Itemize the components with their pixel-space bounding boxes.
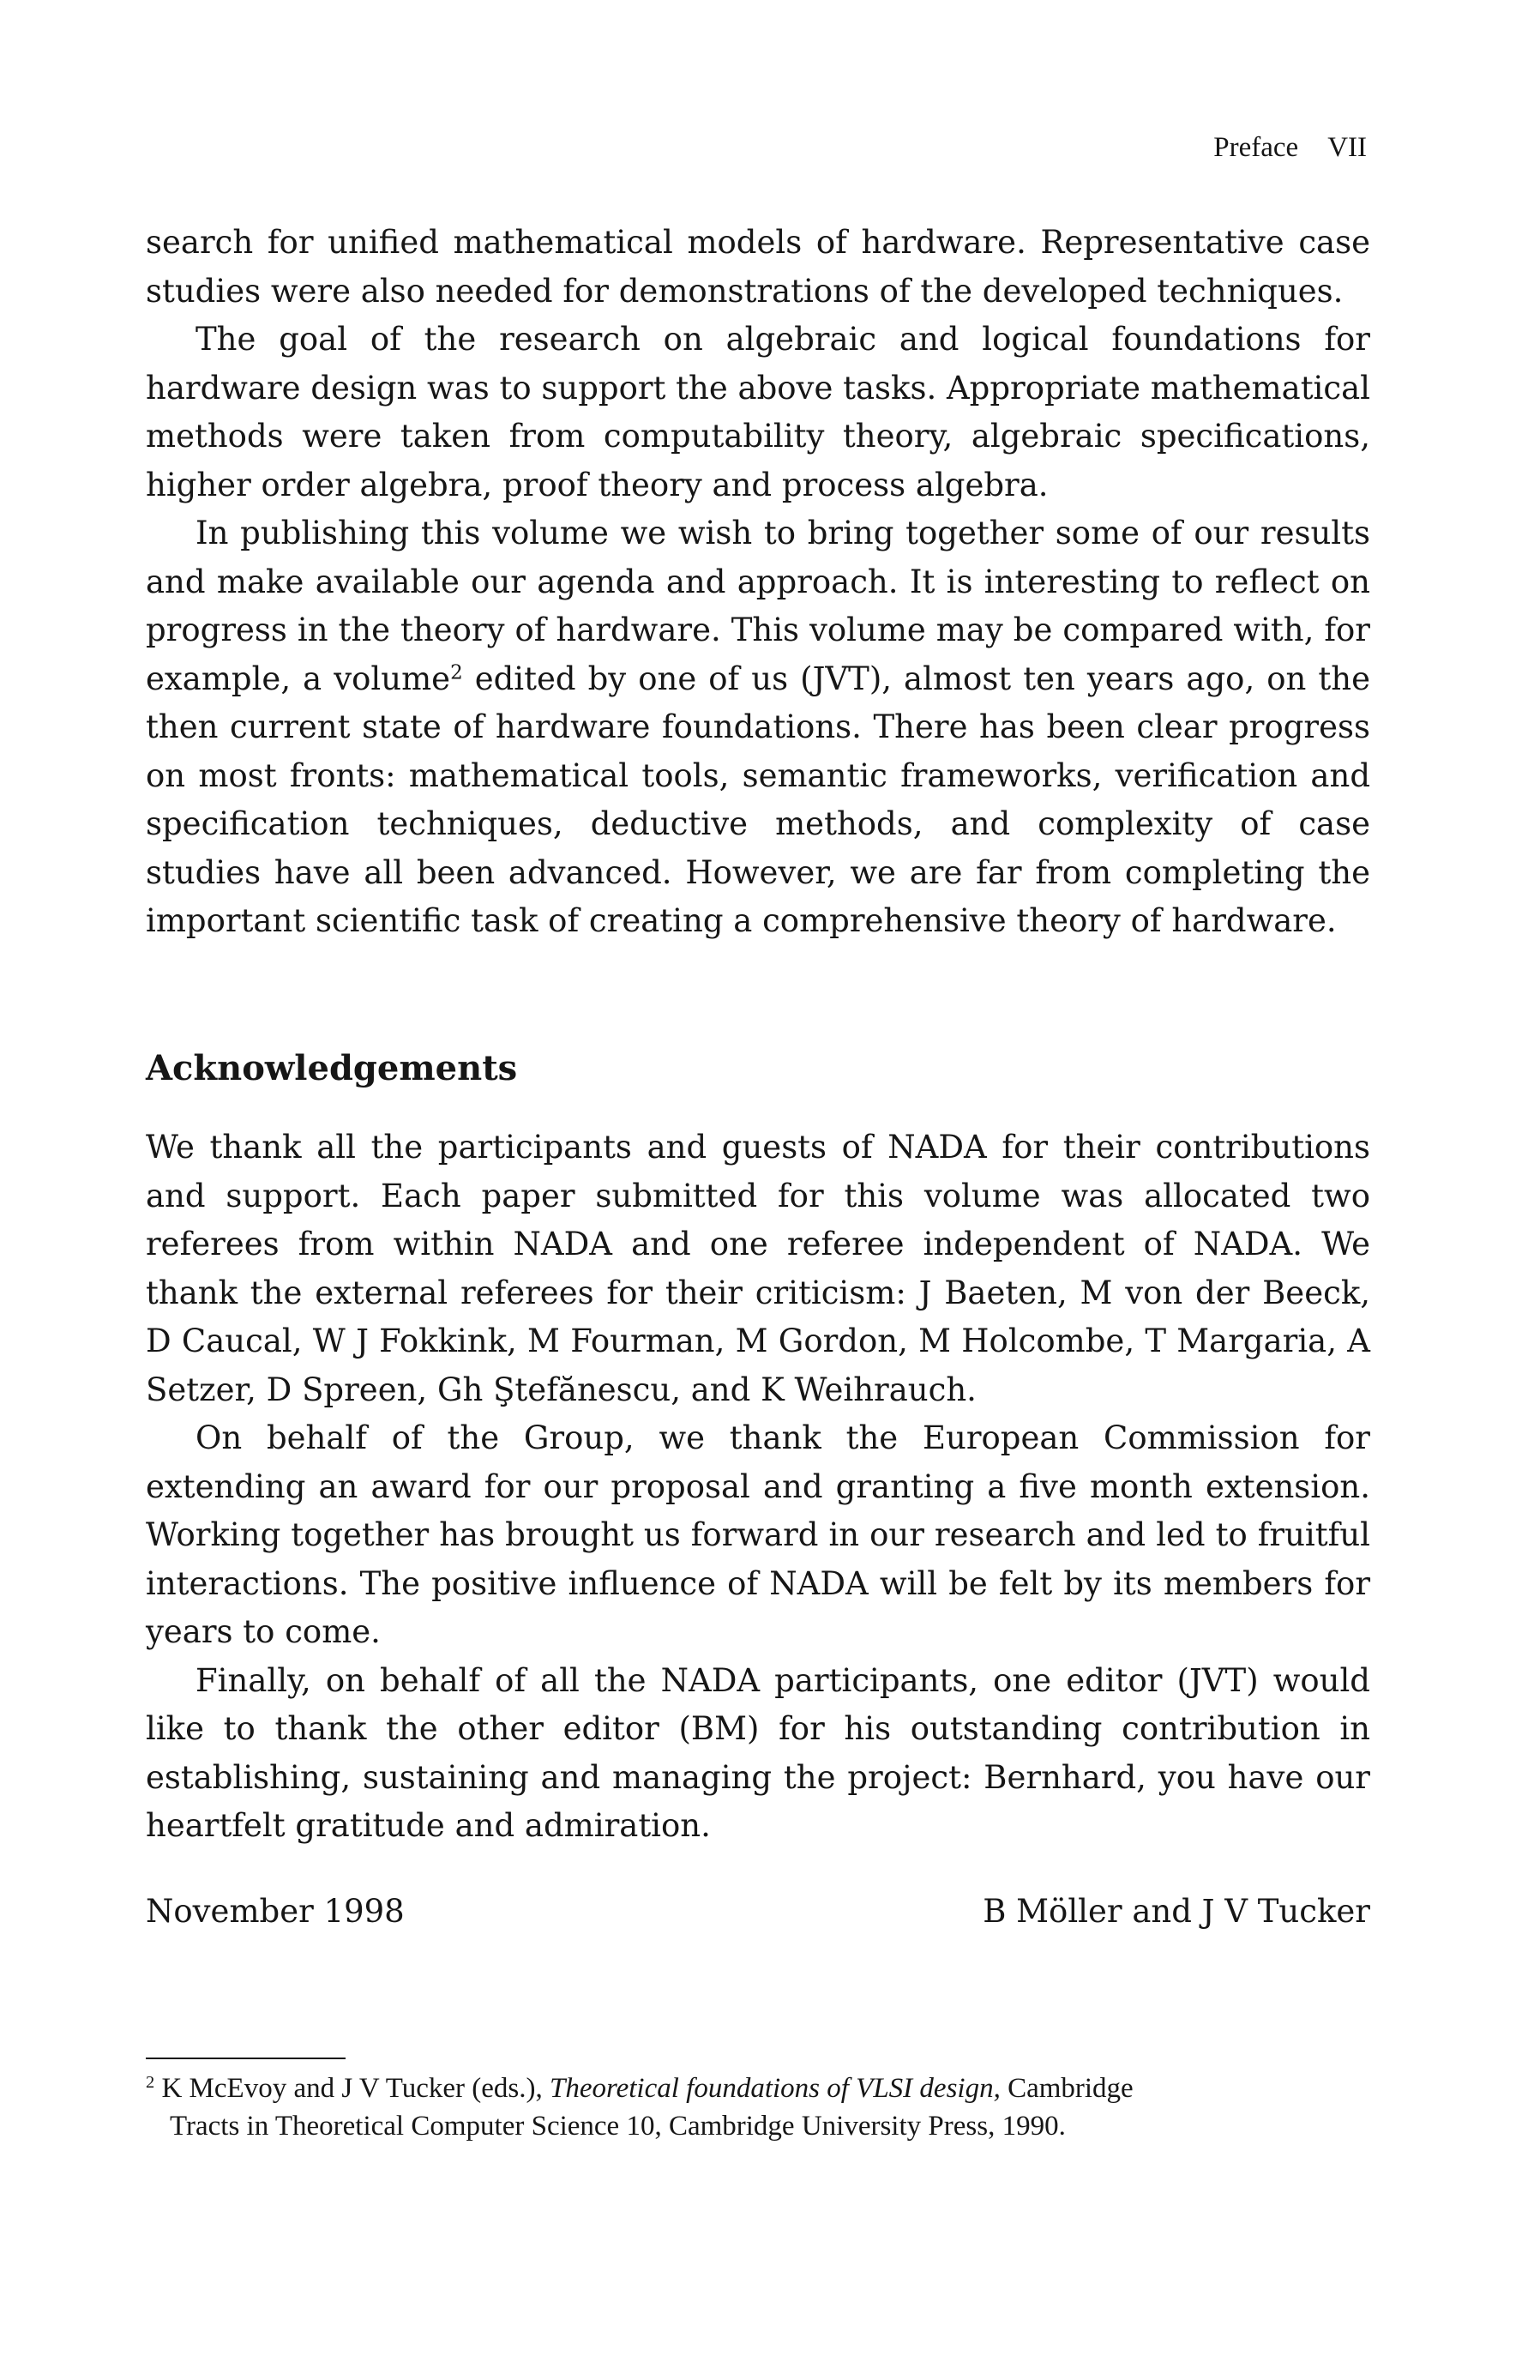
paragraph xyxy=(146,509,1370,946)
footnote-rule xyxy=(146,2058,346,2059)
footnote-mark: 2 xyxy=(146,2072,155,2092)
section-title: Preface xyxy=(1213,132,1299,163)
footnote xyxy=(146,2070,1370,2145)
signoff-date: November 1998 xyxy=(146,1893,405,1930)
body-text xyxy=(146,219,1370,946)
paragraph: The goal of the research on algebraic and logical foundations for hardware design was to support the above tasks. Appropriate mathematical methods were taken from computability theory, algebraic specifications, higher order algebra, proof theory and process algebra. xyxy=(146,321,1371,503)
acknowledgements-text xyxy=(146,1124,1370,1851)
paragraph: Finally, on behalf of all the NADA participants, one editor (JVT) would like to thank the other editor (BM) for his outstanding contribution in establishing, sustaining and managing the project: Bernhard, you have our heartfelt gratitude and admiration. xyxy=(146,1661,1370,1844)
footnote-text: Cambridge xyxy=(1000,2073,1134,2104)
paragraph: We thank all the participants and guests of NADA for their contributions and support. Each paper submitted for this volume was allocated two referees from within NADA and one referee independent of NADA. We thank the external referees for their criticism: J Baeten, M von der Beeck, D Caucal, W J Fokkink, M Fourman, M Gordon, M Holcombe, T Margaria, A Setzer, D Spreen, Gh Ştefănescu, and K Weihrauch. xyxy=(146,1129,1370,1408)
paragraph-text: In publishing this volume we wish to bring together some of our results and make available our agenda and approach. It is interesting to reflect on progress in the theory of hardware. This volume may be compared with, for example, a volume xyxy=(146,515,1370,697)
paragraph: search for unified mathematical models of hardware. Representative case studies were also needed for demonstrations of the developed techniques. xyxy=(146,224,1370,310)
paragraph-text: edited by one of us (JVT), almost ten years ago, on the then current state of hardware foundations. There has been clear progress on most fronts: mathematical tools, semantic frameworks, verification and specification techniques, deductive methods, and complexity of case studies have all been advanced. However, we are far from completing the important scientific task of creating a comprehensive theory of hardware. xyxy=(146,660,1370,939)
footnote-title: Theoretical foundations of VLSI design, xyxy=(549,2073,1001,2104)
paragraph: On behalf of the Group, we thank the European Commission for extending an award for our proposal and granting a five month extension. Working together has brought us forward in our research and led to fruitful interactions. The positive influence of NADA will be felt by its members for years to come. xyxy=(146,1419,1370,1650)
signoff-authors: B Möller and J V Tucker xyxy=(983,1893,1370,1930)
footnote-text: Tracts in Theoretical Computer Science 10, Cambridge University Press, 1990. xyxy=(170,2111,1066,2142)
running-head xyxy=(1161,130,1367,165)
footnote-text: K McEvoy and J V Tucker (eds.), xyxy=(154,2073,550,2104)
signoff xyxy=(146,1890,1370,1933)
section-heading: Acknowledgements xyxy=(146,1048,518,1088)
footnote-reference: 2 xyxy=(450,660,463,684)
page-number: VII xyxy=(1327,132,1367,163)
